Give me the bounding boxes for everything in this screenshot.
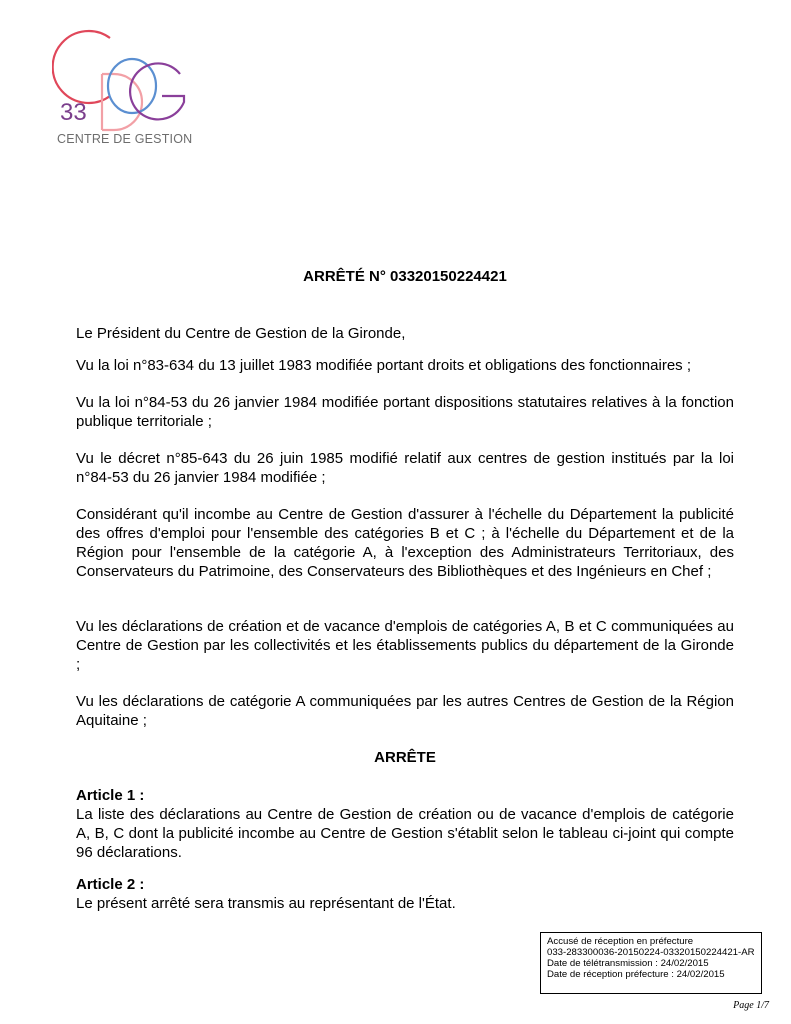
intro-paragraph: Le Président du Centre de Gestion de la Gironde, <box>76 325 406 342</box>
letter-o-shape <box>108 59 156 113</box>
vu-paragraph-4: Vu les déclarations de création et de vacance d'emplois de catégories A, B et C communiquées au Centre de Gestion par les collectivités et les établissements publics du département de la Gironde ; <box>76 618 734 673</box>
page-number: Page 1/7 <box>733 1000 769 1011</box>
vu-paragraph-3: Vu le décret n°85-643 du 26 juin 1985 modifié relatif aux centres de gestion institués par la loi n°84-53 du 26 janvier 1984 modifiée ; <box>76 450 734 486</box>
logo-caption: CENTRE DE GESTION <box>57 132 193 146</box>
stamp-line-2: 033-283300036-20150224-03320150224421-AR <box>547 947 755 958</box>
stamp-line-1: Accusé de réception en préfecture <box>547 936 694 947</box>
document-title: ARRÊTÉ N° 03320150224421 <box>303 268 507 285</box>
stamp-line-3: Date de télétransmission : 24/02/2015 <box>547 958 709 969</box>
stamp-line-4: Date de réception préfecture : 24/02/2015 <box>547 969 725 980</box>
article-1 <box>76 786 734 862</box>
cdg33-logo <box>52 26 192 151</box>
prefecture-receipt-stamp <box>540 932 762 994</box>
vu-paragraph-1: Vu la loi n°83-634 du 13 juillet 1983 modifiée portant droits et obligations des fonctionnaires ; <box>76 357 691 374</box>
article-2 <box>76 875 734 913</box>
cdg-monogram-icon <box>52 26 192 136</box>
vu-paragraph-5: Vu les déclarations de catégorie A communiquées par les autres Centres de Gestion de la Région Aquitaine ; <box>76 693 734 729</box>
arrete-heading: ARRÊTE <box>374 749 436 766</box>
article-2-text: Le présent arrêté sera transmis au représentant de l'État. <box>76 895 456 912</box>
article-1-title: Article 1 : <box>76 787 145 804</box>
article-2-title: Article 2 : <box>76 876 145 893</box>
logo-number: 33 <box>60 99 87 126</box>
letter-g-shape <box>130 63 184 119</box>
vu-paragraph-2: Vu la loi n°84-53 du 26 janvier 1984 modifiée portant dispositions statutaires relatives à la fonction publique territoriale ; <box>76 394 734 430</box>
considerant-paragraph: Considérant qu'il incombe au Centre de Gestion d'assurer à l'échelle du Département la publicité des offres d'emploi pour l'ensemble des catégories B et C ; à l'échelle du Département et de la Région pour l'ensemble de la catégorie A, à l'exception des Administrateurs Territoriaux, des Conservateurs du Patrimoine, des Conservateurs des Bibliothèques et des Ingénieurs en Chef ; <box>76 506 734 580</box>
article-1-text: La liste des déclarations au Centre de Gestion de création ou de vacance d'emplois de catégorie A, B, C dont la publicité incombe au Centre de Gestion s'établit selon le tableau ci-joint qui compte 96 déclarations. <box>76 806 734 861</box>
